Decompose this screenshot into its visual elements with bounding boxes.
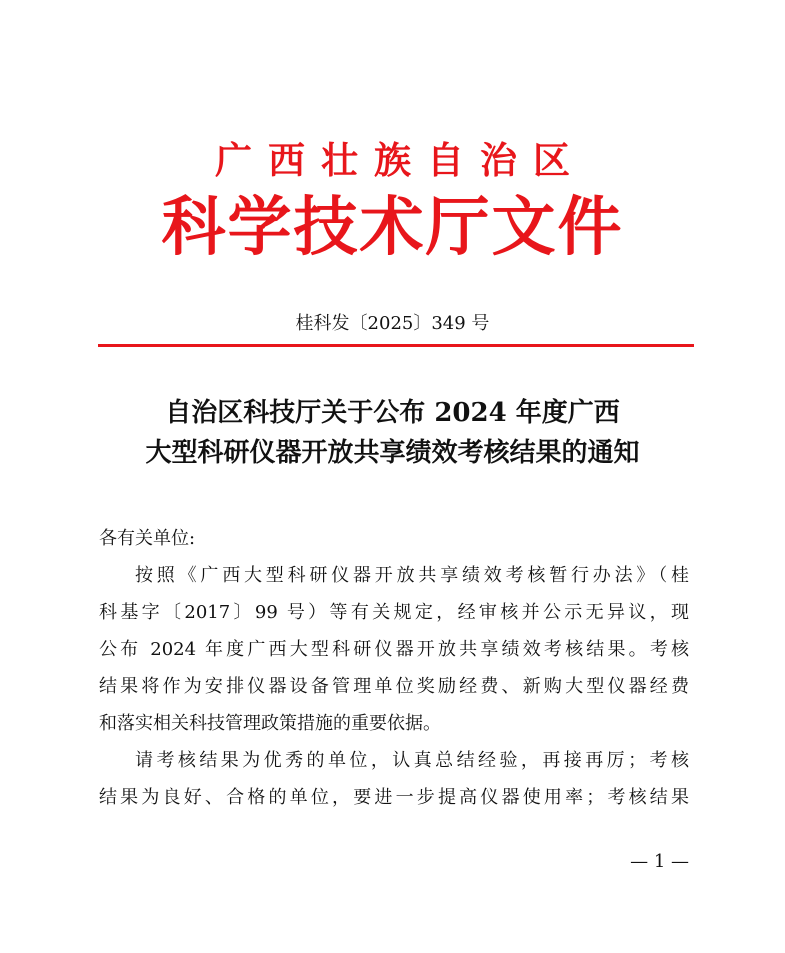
issuer-region-heading: 广西壮族自治区 — [215, 138, 586, 182]
body-line-6: 请考核结果为优秀的单位，认真总结经验，再接再厉；考核 — [135, 750, 689, 771]
body-line-1: 按照《广西大型科研仪器开放共享绩效考核暂行办法》（桂 — [135, 565, 689, 586]
body-line-7: 结果为良好、合格的单位，要进一步提高仪器使用率；考核结果 — [99, 787, 689, 808]
page-number: — 1 — — [630, 851, 689, 872]
salutation: 各有关单位: — [99, 528, 196, 549]
body-line-3: 公布 2024 年度广西大型科研仪器开放共享绩效考核结果。考核 — [99, 639, 689, 660]
document-number: 桂科发〔2025〕349 号 — [295, 313, 490, 334]
issuer-department-heading: 科学技术厅文件 — [161, 190, 624, 265]
document-body — [99, 520, 689, 816]
document-title-line-1: 自治区科技厅关于公布 2024 年度广西 — [165, 398, 620, 428]
document-title — [0, 393, 785, 473]
body-line-2: 科基字〔2017〕99 号）等有关规定，经审核并公示无异议，现 — [99, 602, 689, 623]
red-divider-line — [98, 344, 694, 347]
body-line-5: 和落实相关科技管理政策措施的重要依据。 — [99, 713, 441, 734]
body-line-4: 结果将作为安排仪器设备管理单位奖励经费、新购大型仪器经费 — [99, 676, 689, 697]
document-title-line-2: 大型科研仪器开放共享绩效考核结果的通知 — [145, 438, 640, 468]
